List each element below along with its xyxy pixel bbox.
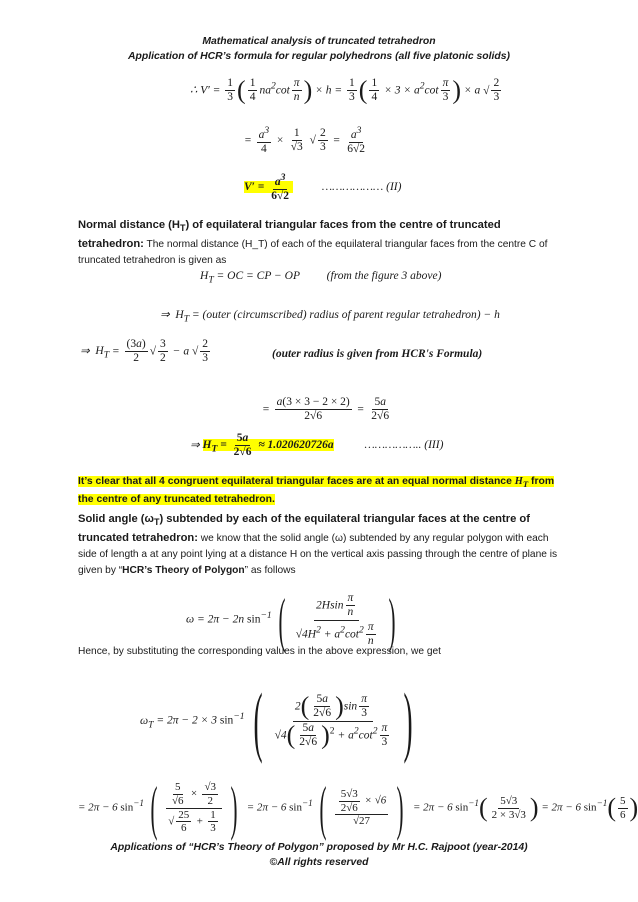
highlight-statement-after: from the centre of any truncated tetrahedron. <box>78 476 555 506</box>
page-header-title: Mathematical analysis of truncated tetrahedron <box>202 36 436 47</box>
equation-HT-formula-note: (outer radius is given from HCR's Formula) <box>272 348 483 360</box>
equation-volume-result: V′ = $\frac{a^3}{6√2}$ ……………… (II) <box>244 172 402 203</box>
equation-HT-outer-radius-text: (outer (circumscribed) radius of parent regular tetrahedron) − h <box>202 309 500 321</box>
equation-HT-result: ⇒ $H_T$ = $\frac{5a}{2√6}$ ≈ 1.020620726a …………….. (III) <box>190 432 444 459</box>
equation-omegaT-substituted: $\omega_T = 2\pi - 2 \times 3$ $\sin^{-1}$ ( 2( $\frac{5a}{2√6}$ )sin $\frac{\pi}{3}$ √4( $\frac{5a}{2√6}$ )$^2 + a^2\cot^2$ $\frac{\pi}{3}$ ) <box>140 677 413 764</box>
equation-HT-formula: ⇒ $H_T$ = $\frac{(3a)}{2}$ √ $\frac{3}{2}$ − a √ $\frac{2}{3}$ <box>80 338 208 365</box>
solid-angle-heading-sub: T <box>153 517 160 528</box>
page-header-subtitle: Application of HCR’s formula for regular polyhedrons (all five platonic solids) <box>128 51 510 62</box>
normal-distance-heading-sub: T <box>179 223 186 234</box>
solid-angle-body-b: ” as follows <box>244 565 296 577</box>
solid-angle-heading-b: ) subtended by each of the equilateral triangular faces at the centre of truncated tetrahedron: <box>78 513 530 545</box>
equation-HT-result-value: ≈ 1.020620726a <box>258 439 334 452</box>
normal-distance-paragraph <box>78 217 560 269</box>
equation-tag-II: ……………… (II) <box>321 181 402 194</box>
equation-HT-note: (from the figure 3 above) <box>326 270 442 282</box>
equation-HT-definition: $H_T$ = OC = CP − OP (from the figure 3 above) <box>200 270 442 286</box>
solid-angle-heading-a: Solid angle (ω <box>78 513 154 525</box>
highlight-statement: It’s clear that all 4 congruent equilateral triangular faces are at an equal normal distance $H_T$ from the centre of any truncated tetrahedron. <box>78 476 555 506</box>
solid-angle-body-bold: HCR’s Theory of Polygon <box>122 565 245 577</box>
solid-angle-body-a: we know that the solid angle (ω) subtended by any regular polygon with each side of length a at any point lying at a distance H on the vertical axis passing through the centre of plane is given by “ <box>78 533 558 577</box>
equation-HT-simplify: = $\frac{a(3 \times 3 - 2 \times 2)}{2√6}$ = $\frac{5a}{2√6}$ <box>262 396 390 423</box>
normal-distance-heading: Normal distance (H <box>78 219 180 231</box>
normal-distance-heading-rest: ) of equilateral triangular faces from the centre of truncated tetrahedron: <box>78 219 501 251</box>
equation-tag-III: …………….. (III) <box>364 439 444 452</box>
equation-volume-derivation: ∴ V′ = $\frac{1}{3}$ ( $\frac{1}{4}$ $na^2\cot$ $\frac{\pi}{n}$ ) × h = $\frac{1}{3}$ ( $\frac{1}{4}$ × $3 \times a^2\cot$ $\frac{\pi}{3}$ ) × a √ $\frac{2}{3}$ <box>190 75 500 105</box>
equation-omega-general: ω = 2π − 2n $\sin^{-1}$ ( 2Hsin $\frac{\pi}{n}$ $√4H^2 + a^2\cot^2$ $\frac{\pi}{n}$ ) <box>186 587 396 653</box>
highlight-statement-before: It’s clear that all 4 congruent equilateral triangular faces are at an equal normal distance <box>78 476 515 487</box>
solid-angle-paragraph <box>78 511 560 579</box>
page-footer-line1: Applications of “HCR’s Theory of Polygon” proposed by Mr H.C. Rajpoot (year-2014) <box>110 842 528 853</box>
equation-volume-simplified: = $\frac{a^3}{4}$ × $\frac{1}{√3}$ √ $\frac{2}{3}$ = $\frac{a^3}{6√2}$ <box>244 125 366 156</box>
normal-distance-body: The normal distance (H_T) of each of the equilateral triangular faces from the centre C of truncated tetrahedron is given as <box>78 239 548 267</box>
equation-HT-outer-radius: ⇒ $H_T$ = (outer (circumscribed) radius of parent regular tetrahedron) − h <box>160 309 500 325</box>
equation-omegaT-chain: = 2π − 6 $\sin^{-1}$ ( $\frac{5}{√6}$ × $\frac{√3}{2}$ √ $\frac{25}{6}$ + $\frac{1}{3}$ ) = 2π − 6 $\sin^{-1}$ ( $\frac{5√3}{2√6}$ × √6 √27 ) = 2π − 6 $\sin^{-1}$( $\frac{5√3}{2 \times 3√3}$ ) = 2π − 6 $\sin^{-1}$( $\frac{5}{6}$ ) <box>78 775 638 841</box>
solid-angle-substitute-text: Hence, by substituting the corresponding values in the above expression, we get <box>78 646 442 657</box>
page-footer-line2: ©All rights reserved <box>269 857 369 868</box>
